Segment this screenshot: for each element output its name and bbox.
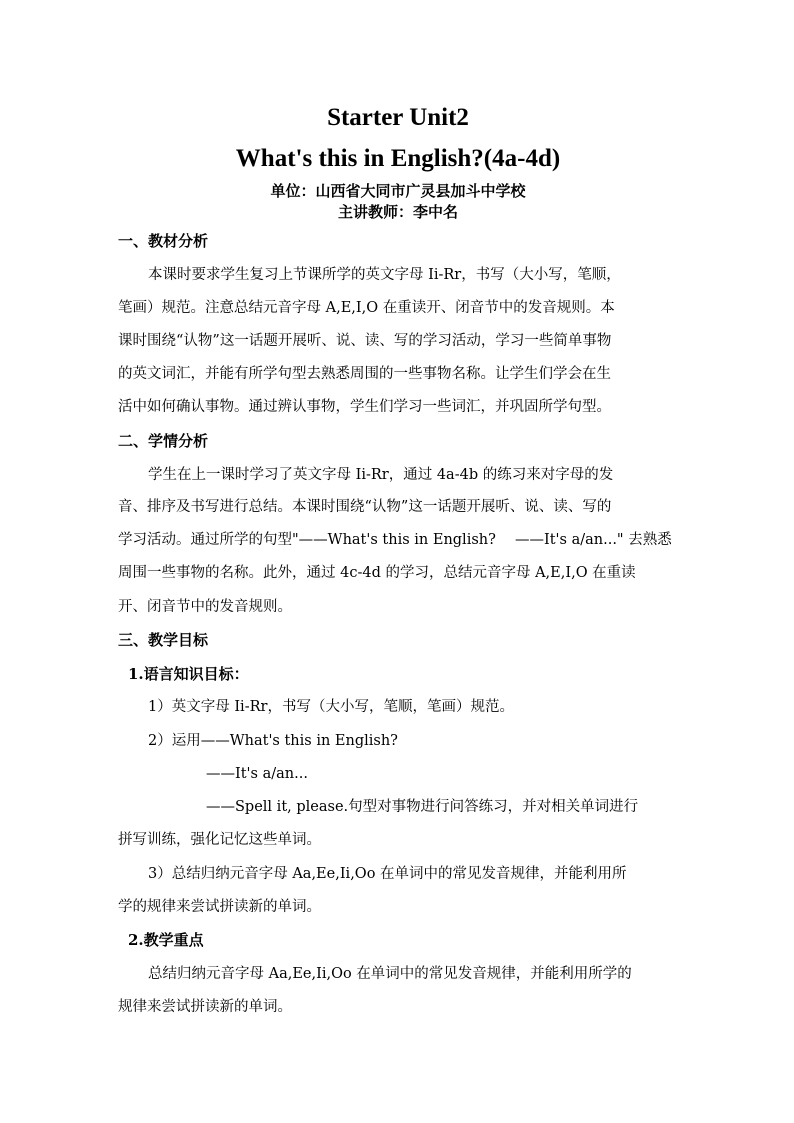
objective-item: 2）运用——What's this in English? [148,733,398,749]
unit-label: 单位：山西省大同市广灵县加斗中学校 [270,182,526,200]
document-title: Starter Unit2 [327,104,469,131]
objective-item: 学的规律来尝试拼读新的单词。 [118,899,321,915]
objective-item: 拼写训练，强化记忆这些单词。 [118,832,321,848]
paragraph-line: 规律来尝试拼读新的单词。 [118,999,292,1015]
subheading-language-knowledge: 1.语言知识目标： [128,665,249,683]
document-subtitle: What's this in English?(4a-4d) [235,145,561,172]
paragraph-line: 周围一些事物的名称。此外，通过 4c-4d 的学习，总结元音字母 A,E,I,O 在重读 [118,565,636,581]
objective-item: ——Spell it, please.句型对事物进行问答练习，并对相关单词进行 [206,799,639,815]
section-heading-textbook-analysis: 一、教材分析 [118,232,209,250]
section-heading-student-analysis: 二、学情分析 [118,432,209,450]
objective-item: 1）英文字母 Ii-Rr，书写（大小写，笔顺，笔画）规范。 [148,699,514,715]
objective-item: 3）总结归纳元音字母 Aa,Ee,Ii,Oo 在单词中的常见发音规律，并能利用所 [148,866,627,882]
paragraph-line: 课时围绕“认物”这一话题开展听、说、读、写的学习活动，学习一些简单事物 [118,333,612,349]
paragraph-line: 的英文词汇，并能有所学句型去熟悉周围的一些事物名称。让学生们学会在生 [118,366,611,382]
paragraph-line: 本课时要求学生复习上节课所学的英文字母 Ii-Rr，书写（大小写，笔顺， [148,267,621,283]
paragraph-line: 总结归纳元音字母 Aa,Ee,Ii,Oo 在单词中的常见发音规律，并能利用所学的 [148,966,632,982]
paragraph-line: 音、排序及书写进行总结。本课时围绕“认物”这一话题开展听、说、读、写的 [118,499,612,515]
section-heading-teaching-objectives: 三、教学目标 [118,631,209,649]
objective-item: ——It's a/an... [206,766,308,782]
subheading-teaching-focus: 2.教学重点 [128,931,204,949]
paragraph-line: 开、闭音节中的发音规则。 [118,599,292,615]
paragraph-line: 学习活动。通过所学的句型"——What's this in English? ——It's a/an..." 去熟悉 [118,532,672,548]
paragraph-line: 活中如何确认事物。通过辨认事物，学生们学习一些词汇，并巩固所学句型。 [118,399,611,415]
paragraph-line: 笔画）规范。注意总结元音字母 A,E,I,O 在重读开、闭音节中的发音规则。本 [118,300,615,316]
teacher-label: 主讲教师：李中名 [337,203,458,221]
paragraph-line: 学生在上一课时学习了英文字母 Ii-Rr，通过 4a-4b 的练习来对字母的发 [148,467,614,483]
